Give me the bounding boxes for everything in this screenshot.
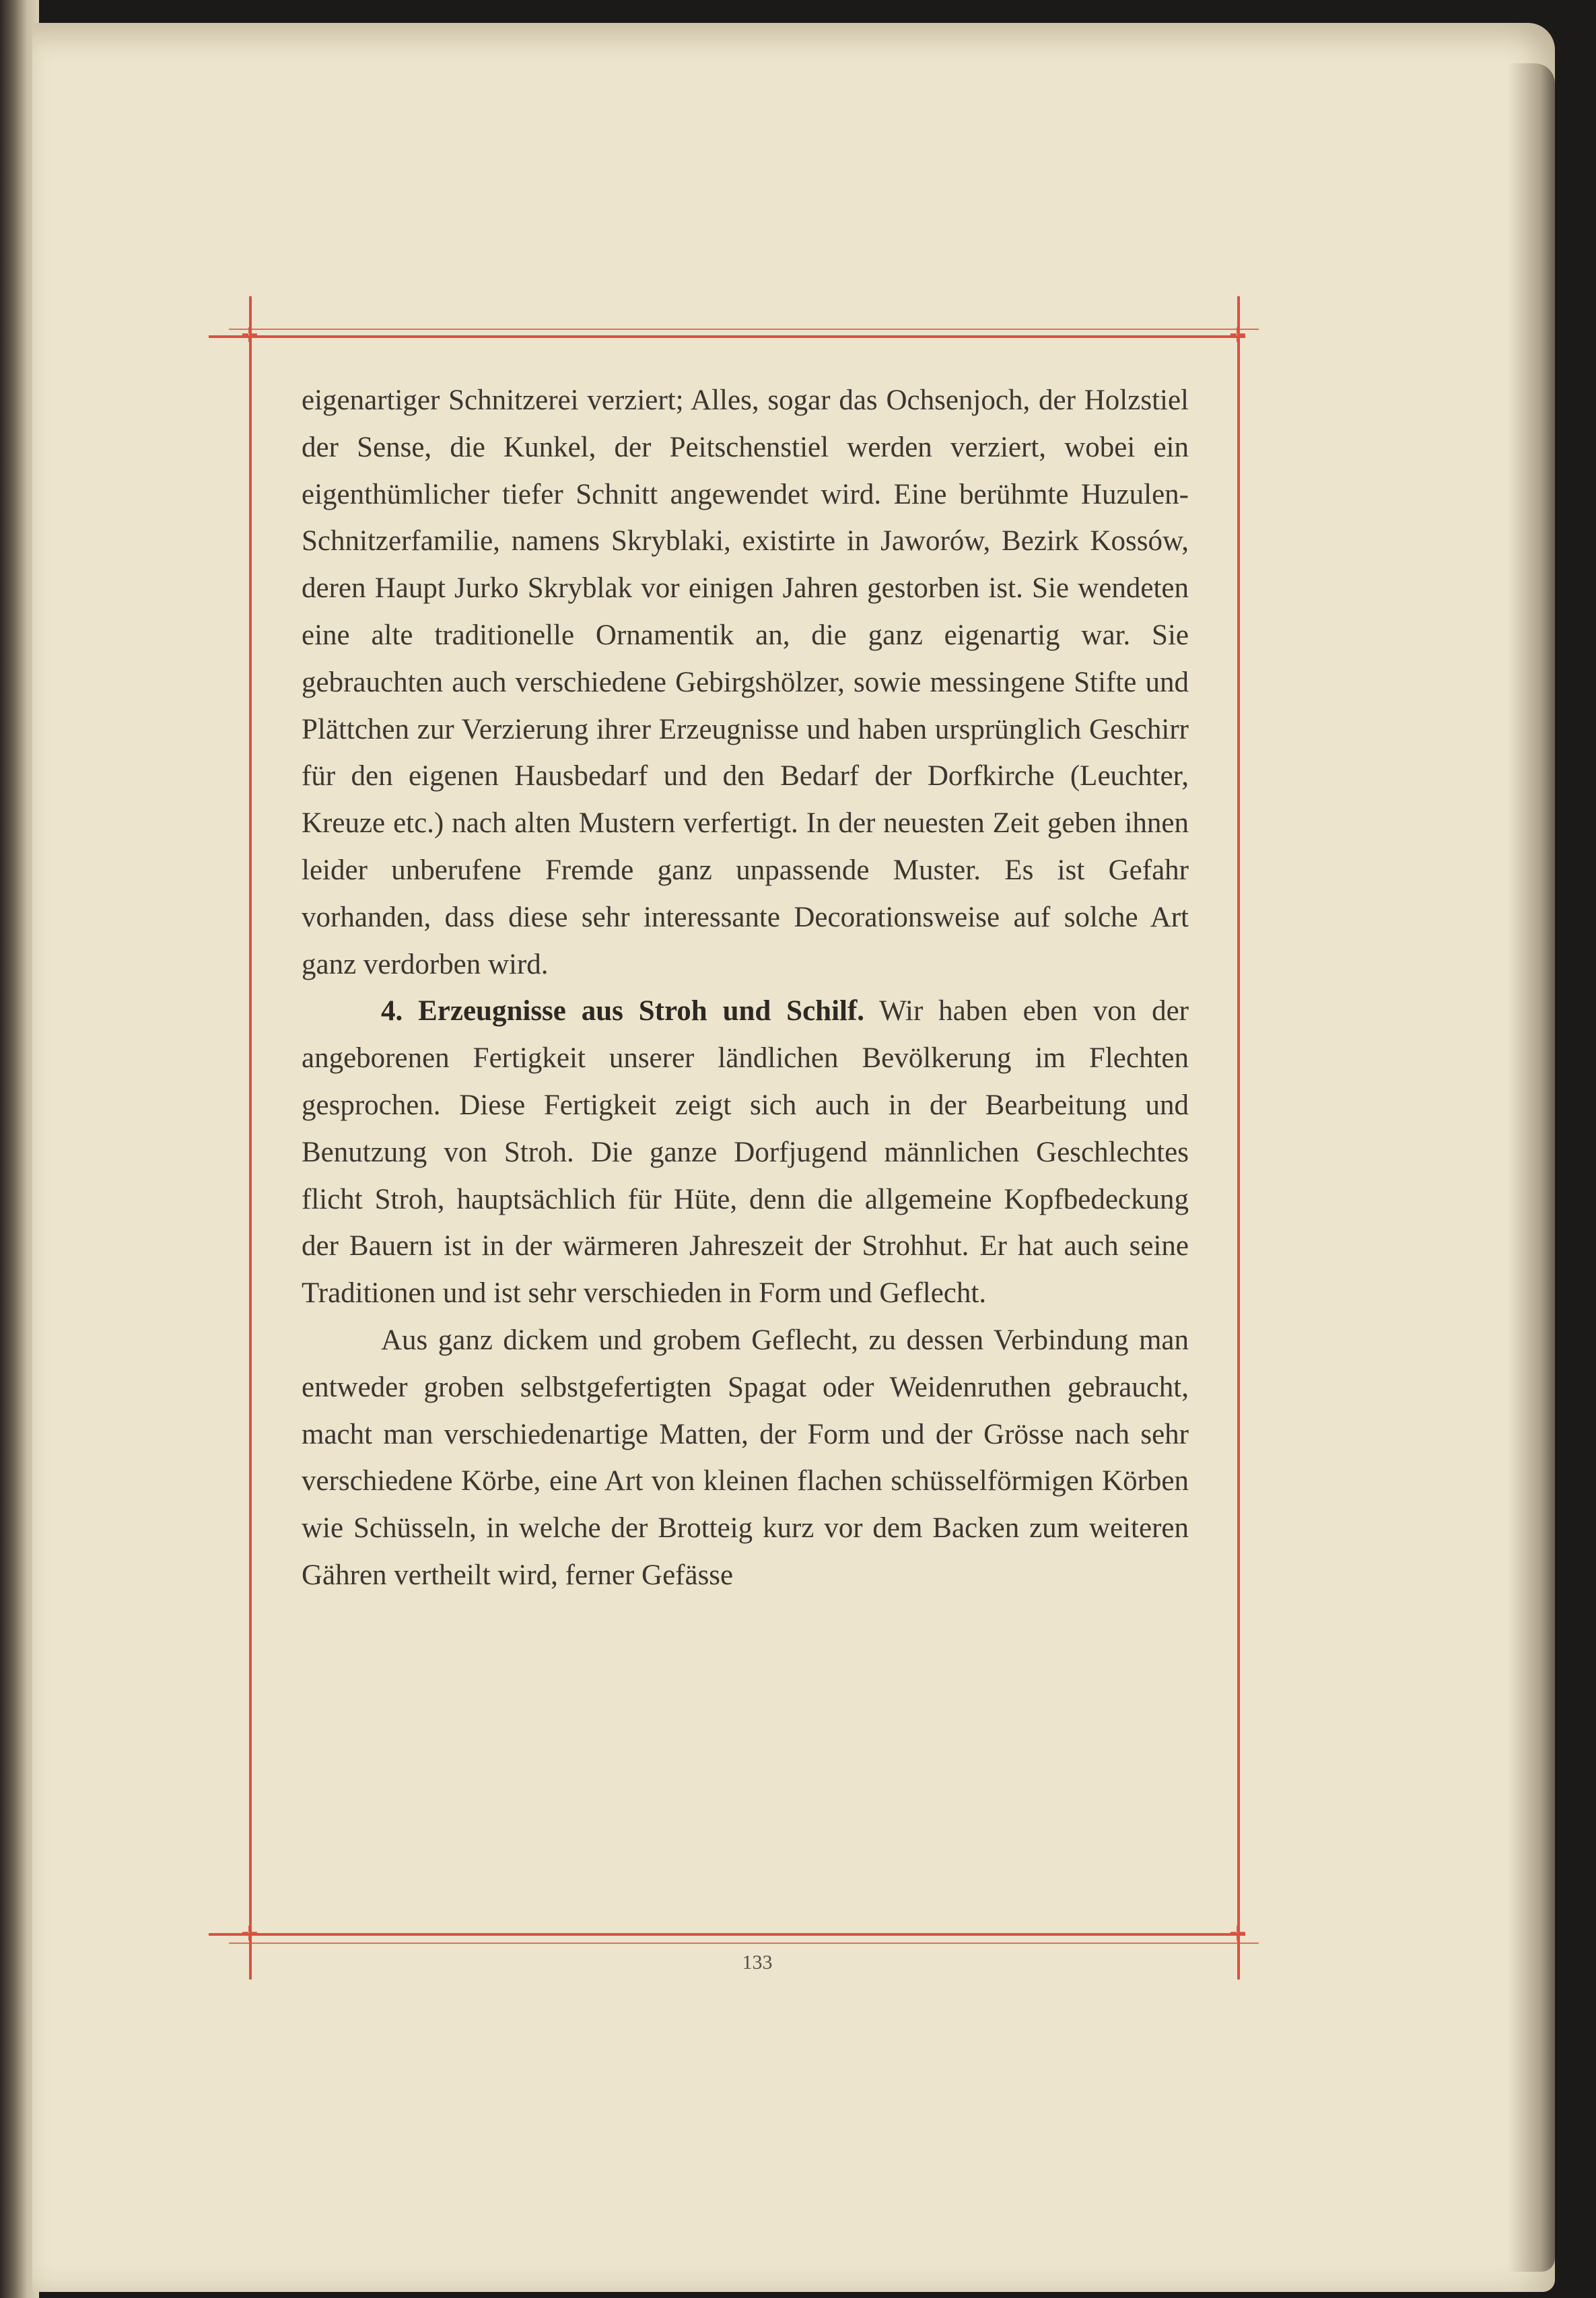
paragraph-straw-text: Wir haben eben von der angeborenen Fertigkeit unserer ländlichen Bevölkerung im Flechten gesprochen. Diese Fertigkeit zeigt sich auch in der Bearbeitung und Benutzung von Stroh. Die ganze Dorfjugend männlichen Geschlechtes flicht Stroh, hauptsächlich für Hüte, denn die allgemeine Kopfbedeckung der Bauern ist in der wärmeren Jahreszeit der Strohhut. Er hat auch seine Traditionen und ist sehr verschieden in Form und Geflecht. (302, 995, 1189, 1310)
frame-corner-ornament-icon: ✛ (1229, 1922, 1247, 1946)
frame-left-line (249, 296, 252, 1980)
frame-corner-ornament-icon: ✛ (241, 324, 258, 347)
frame-corner-ornament-icon: ✛ (1229, 324, 1247, 347)
page-edge-shadow (1508, 63, 1555, 2272)
page-number: 133 (742, 1951, 773, 1973)
frame-bottom-thin-line (229, 1942, 1259, 1944)
paragraph-carving: eigenartiger Schnitzerei verziert; Alles, sogar das Ochsenjoch, der Holzstiel der Sense, die Kunkel, der Peitschenstiel werden verziert, wobei ein eigenthümlicher tiefer Schnitt angewendet wird. Eine berühmte Huzulen-Schnitzerfamilie, namens Skryblaki, existirte in Jaworów, Bezirk Kossów, deren Haupt Jurko Skryblak vor einigen Jahren gestorben ist. Sie wendeten eine alte traditionelle Ornamentik an, die ganz eigenartig war. Sie gebrauchten auch verschiedene Gebirgshölzer, sowie messingene Stifte und Plättchen zur Verzierung ihrer Erzeugnisse und haben ursprünglich Geschirr für den eigenen Hausbedarf und den Bedarf der Dorfkirche (Leuchter, Kreuze etc.) nach alten Mustern verfertigt. In der neuesten Zeit geben ihnen leider unberufene Fremde ganz unpassende Muster. Es ist Gefahr vorhanden, dass diese sehr interessante Decorationsweise auf solche Art ganz verdorben wird. (302, 384, 1189, 980)
paragraph-weaving: Aus ganz dickem und grobem Geflecht, zu dessen Verbindung man entweder groben selbstgefertigten Spagat oder Weidenruthen gebraucht, macht man verschiedenartige Matten, der Form und der Grösse nach sehr verschiedene Körbe, eine Art von kleinen flachen schüsselförmigen Körben wie Schüsseln, in welche der Brotteig kurz vor dem Backen zum weiteren Gähren vertheilt wird, ferner Gefässe (302, 1324, 1189, 1591)
body-text (302, 377, 1189, 1599)
frame-top-thin-line (229, 329, 1259, 330)
frame-top-line (209, 335, 1245, 338)
frame-corner-ornament-icon: ✛ (241, 1922, 258, 1946)
frame-bottom-line (209, 1933, 1245, 1936)
frame-right-line (1237, 296, 1240, 1980)
section-heading: 4. Erzeugnisse aus Stroh und Schilf. (381, 995, 865, 1027)
paragraph-straw (302, 988, 1189, 1317)
